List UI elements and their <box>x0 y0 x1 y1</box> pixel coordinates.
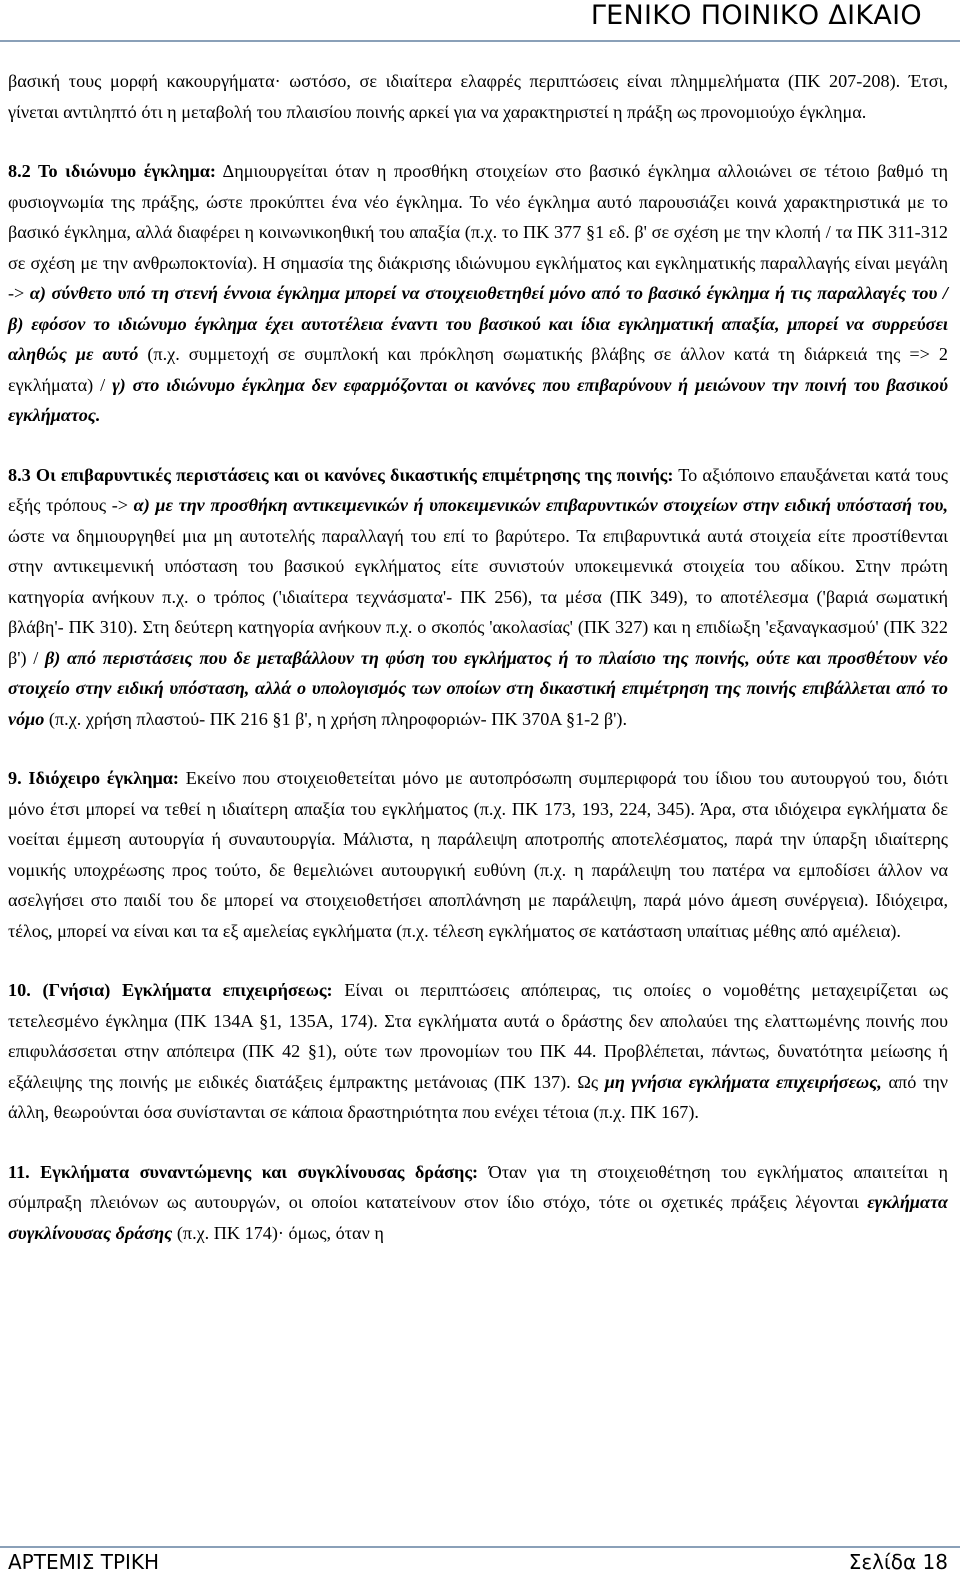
section-heading: 8.2 Το ιδιώνυμο έγκλημα: <box>8 161 216 181</box>
page-body <box>8 66 948 1277</box>
paragraph-text: (π.χ. χρήση πλαστού- ΠΚ 216 §1 β', η χρήση πληροφοριών- ΠΚ 370Α §1-2 β'). <box>44 708 627 729</box>
document-title: ΓΕΝΙΚΟ ΠΟΙΝΙΚΟ ΔΙΚΑΙΟ <box>590 0 922 31</box>
paragraph-text: (π.χ. ΠΚ 174)· όμως, όταν η <box>172 1222 384 1243</box>
section-heading: 8.3 Οι επιβαρυντικές περιστάσεις και οι κανόνες δικαστικής επιμέτρησης της ποινής: <box>8 464 674 485</box>
emphasis-text: α) σύνθετο υπό τη στενή έννοια έγκλημα μπορεί να στοιχειοθετηθεί μόνο από το βασικό έγκλημα ή τις παραλλαγές του / β) εφόσον το ιδιώνυμο έγκλημα έχει αυτοτέλεια έναντι του βασικού και ίδια εγκληματική απαξία, μπορεί να συρρεύσει αληθώς με αυτό <box>8 283 948 364</box>
footer-divider <box>0 1546 960 1548</box>
emphasis-text: εγκλήματα συγκλίνουσας δράσης <box>8 1192 948 1243</box>
page-footer <box>0 1546 960 1580</box>
paragraph-text: Όταν για τη στοιχειοθέτηση του εγκλήματος απαιτείται η σύμπραξη πλειόνων ως αυτουργών, οι οποίοι κατατείνουν στον ίδιο στόχο, τότε οι σχετικές πράξεις λέγονται <box>8 1161 948 1212</box>
section-heading: 10. (Γνήσια) Εγκλήματα επιχειρήσεως: <box>8 980 333 1000</box>
section-8-2 <box>8 156 948 431</box>
paragraph-text: ώστε να δημιουργηθεί μια μη αυτοτελής παραλλαγή του επί το βαρύτερο. Τα επιβαρυντικά αυτά στοιχεία είτε προστίθενται στην αντικειμενική υπόσταση του βασικού εγκλήματος είτε συνιστούν υποκειμενικά στοιχεία του αδίκου. Στην πρώτη κατηγορία ανήκουν π.χ. ο τρόπος ('ιδιαίτερα τεχνάσματα'- ΠΚ 256), τα μέσα (ΠΚ 349), το αποτέλεσμα ('βαριά σωματική βλάβη'- ΠΚ 310). Στη δεύτερη κατηγορία ανήκουν π.χ. ο σκοπός 'ακολασίας' (ΠΚ 327) και η επιδίωξη 'εξαναγκασμού' (ΠΚ 322 β') / <box>8 525 948 668</box>
header-divider <box>0 40 960 42</box>
section-11 <box>8 1157 948 1249</box>
paragraph-text: Δημιουργείται όταν η προσθήκη στοιχείων στο βασικό έγκλημα αλλοιώνει σε τέτοιο βαθμό τη φυσιογνωμία της πράξης, ώστε προκύπτει ένα νέο έγκλημα. Το νέο έγκλημα αυτό παρουσιάζει κοινά χαρακτηριστικά με το βασικό έγκλημα, αλλά διαφέρει η κοινωνικοηθική του απαξία (π.χ. το ΠΚ 377 §1 εδ. β' σε σχέση με την κλοπή / τα ΠΚ 311-312 σε σχέση με την ανθρωποκτονία). Η σημασία της διάκρισης ιδιώνυμου εγκλήματος και εγκληματικής παραλλαγής είναι μεγάλη -> <box>8 161 948 303</box>
section-9 <box>8 763 948 946</box>
emphasis-text: β) από περιστάσεις που δε μεταβάλλουν τη φύση του εγκλήματος ή το πλαίσιο της ποινής, ούτε και προσθέτουν νέο στοιχείο στην ειδική υπόσταση, αλλά ο υπολογισμός των οποίων στη δικαστική επιμέτρηση της ποινής επιβάλλεται από το νόμο <box>8 647 949 729</box>
paragraph-text: Το αξιόποινο επαυξάνεται κατά τους εξής τρόπους -> <box>8 464 949 515</box>
paragraph-text: Είναι οι περιπτώσεις απόπειρας, τις οποίες ο νομοθέτης μεταχειρίζεται ως τετελεσμένο έγκλημα (ΠΚ 134Α §1, 135Α, 174). Στα εγκλήματα αυτά ο δράστης δεν απολαύει της ελαττωμένης ποινής που επιφυλάσσεται στην απόπειρα (ΠΚ 42 §1), ούτε των προνομίων του ΠΚ 44. Προβλέπεται, πάντως, δυνατότητα μείωσης ή εξάλειψης της ποινής με ειδικές διατάξεις έμπρακτης μετάνοιας (ΠΚ 137). Ως <box>8 980 948 1092</box>
section-heading: 11. Εγκλήματα συναντώμενης και συγκλίνουσας δράσης: <box>8 1161 479 1182</box>
emphasis-text: γ) στο ιδιώνυμο έγκλημα δεν εφαρμόζονται οι κανόνες που επιβαρύνουν ή μειώνουν την ποινή του βασικού εγκλήματος. <box>8 374 948 425</box>
section-heading: 9. Ιδιόχειρο έγκλημα: <box>8 768 179 788</box>
page-header <box>0 0 960 40</box>
author-name: ΑΡΤΕΜΙΣ ΤΡΙΚΗ <box>8 1550 160 1574</box>
emphasis-text: μη γνήσια εγκλήματα επιχειρήσεως, <box>604 1071 882 1092</box>
paragraph-text: (π.χ. συμμετοχή σε συμπλοκή και πρόκληση σωματικής βλάβης σε άλλον κατά τη διάρκειά της => 2 εγκλήματα) / <box>8 344 948 395</box>
page-number: Σελίδα 18 <box>848 1550 948 1574</box>
emphasis-text: α) με την προσθήκη αντικειμενικών ή υποκειμενικών επιβαρυντικών στοιχείων στην ειδική υπόστασή του, <box>133 495 948 515</box>
paragraph-text: από την άλλη, θεωρούνται όσα συνίστανται σε κάποια δραστηριότητα που ενέχει τέτοια (π.χ. ΠΚ 167). <box>8 1071 948 1122</box>
paragraph-continuation: βασική τους μορφή κακουργήματα· ωστόσο, σε ιδιαίτερα ελαφρές περιπτώσεις είναι πλημμελήματα (ΠΚ 207-208). Έτσι, γίνεται αντιληπτό ότι η μεταβολή του πλαισίου ποινής αρκεί για να χαρακτηριστεί η πράξη ως προνομιούχο έγκλημα. <box>8 71 948 122</box>
section-10 <box>8 975 948 1128</box>
paragraph-text: Εκείνο που στοιχειοθετείται μόνο με αυτοπρόσωπη συμπεριφορά του ίδιου του αυτουργού του, διότι μόνο έτσι μπορεί να τεθεί η ιδιαίτερη απαξία του εγκλήματος (π.χ. ΠΚ 173, 193, 224, 345). Άρα, στα ιδιόχειρα εγκλήματα δε νοείται έμμεση αυτουργία ή συναυτουργία. Μάλιστα, η παράλειψη αποτροπής αποτελέσματος, παρά την ύπαρξη ιδιαίτερης νομικής υποχρέωσης προς τούτο, δε θεμελιώνει αυτουργική ευθύνη (π.χ. η παράλειψη του πατέρα να εμποδίσει άλλον να ασελγήσει στο παιδί του δε μπορεί να στοιχειοθετήσει αποπλάνηση με παράλειψη, παρά μόνο άμεση συνέργεια). Ιδιόχειρα, τέλος, μπορεί να είναι και τα εξ αμελείας εγκλήματα (π.χ. τέλεση εγκλήματος σε κατάσταση υπαίτιας μέθης από αμέλεια). <box>8 768 949 941</box>
section-8-3 <box>8 460 948 735</box>
